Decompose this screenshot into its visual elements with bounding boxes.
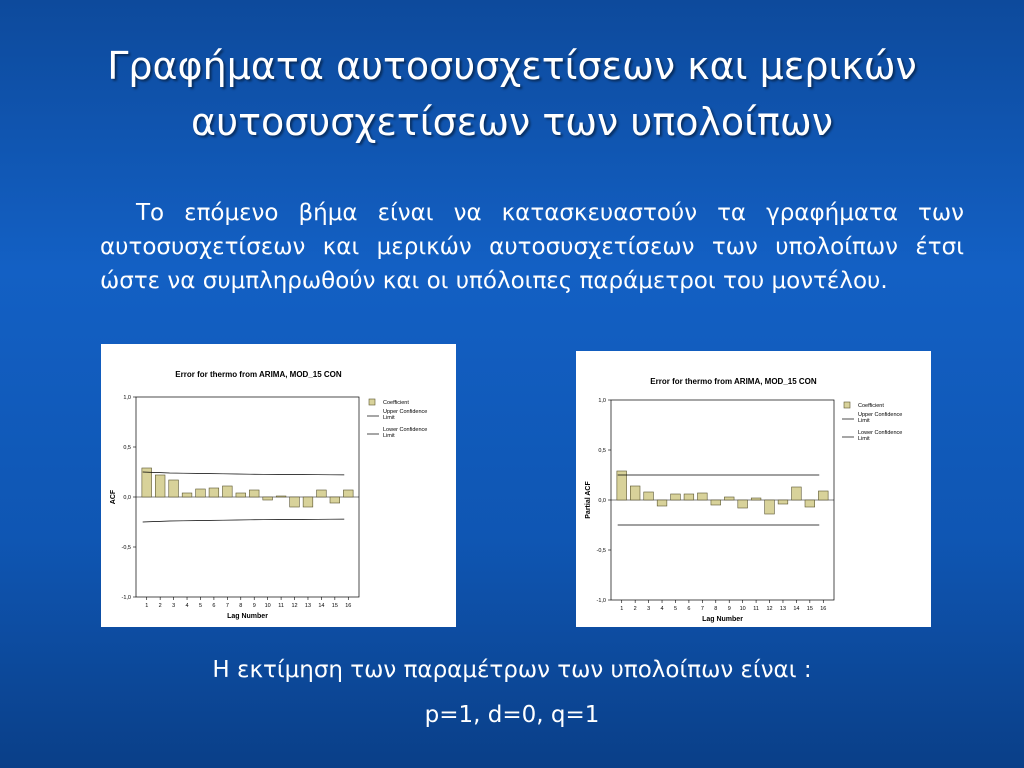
legend-upper-label: Upper Confidence Limit [858, 412, 903, 424]
y-axis-label: Partial ACF [585, 481, 592, 519]
x-tick-label: 9 [727, 606, 731, 612]
x-tick-label: 3 [172, 603, 176, 609]
x-tick-label: 16 [345, 603, 352, 609]
x-tick-label: 4 [185, 603, 189, 609]
y-tick-label: -0,5 [596, 548, 606, 554]
coefficient-bar [223, 486, 233, 497]
coefficient-bar [343, 490, 353, 497]
x-tick-label: 10 [739, 606, 746, 612]
legend-lower-label: Lower Confidence Limit [858, 430, 903, 442]
x-tick-label: 15 [331, 603, 338, 609]
parameters-text: p=1, d=0, q=1 [424, 702, 600, 728]
coefficient-bar [724, 497, 734, 500]
y-tick-label: 0,5 [598, 448, 606, 454]
estimate-text: Η εκτίμηση των παραμέτρων των υπολοίπων είναι : [212, 657, 812, 683]
legend-coefficient-label: Coefficient [383, 400, 409, 406]
x-tick-label: 11 [278, 603, 284, 609]
x-tick-label: 14 [793, 606, 800, 612]
coefficient-bar [155, 475, 165, 497]
coefficient-bar [792, 487, 802, 500]
y-tick-label: 0,0 [123, 495, 131, 501]
coefficient-bar [805, 500, 815, 507]
legend-coefficient-label: Coefficient [858, 403, 884, 409]
coefficient-bar [209, 488, 219, 497]
x-tick-label: 5 [198, 603, 202, 609]
x-tick-label: 8 [714, 606, 718, 612]
y-tick-label: -1,0 [121, 595, 131, 601]
coefficient-bar [778, 500, 788, 504]
coefficient-bar [303, 497, 313, 507]
y-tick-label: 0,0 [598, 498, 606, 504]
x-tick-label: 7 [225, 603, 229, 609]
x-tick-label: 13 [304, 603, 312, 609]
coefficient-bar [196, 489, 206, 497]
coefficient-bar [644, 492, 654, 500]
coefficient-bar [818, 491, 828, 500]
coefficient-bar [738, 500, 748, 508]
acf-chart [101, 344, 456, 627]
y-axis-label: ACF [110, 489, 117, 505]
coefficient-bar [617, 471, 627, 500]
x-tick-label: 6 [212, 603, 216, 609]
coefficient-bar [684, 494, 694, 500]
coefficient-bar [263, 497, 273, 500]
coefficient-bar [182, 493, 192, 497]
y-tick-label: -1,0 [596, 598, 606, 604]
x-tick-label: 2 [633, 606, 637, 612]
x-tick-label: 7 [700, 606, 704, 612]
lower-confidence-line [143, 519, 345, 522]
coefficient-bar [317, 490, 327, 497]
x-tick-label: 11 [753, 606, 759, 612]
x-tick-label: 12 [766, 606, 773, 612]
slide-title [40, 38, 984, 150]
coefficient-bar [630, 486, 640, 500]
x-tick-label: 1 [620, 606, 624, 612]
coefficient-bar [711, 500, 721, 505]
x-tick-label: 15 [806, 606, 813, 612]
upper-confidence-line [143, 472, 345, 475]
coefficient-bar [671, 494, 681, 500]
x-tick-label: 8 [239, 603, 243, 609]
y-tick-label: 0,5 [123, 445, 131, 451]
legend-coefficient-swatch [369, 399, 375, 405]
coefficient-bar [751, 498, 761, 500]
coefficient-bar [765, 500, 775, 514]
slide-title-line-1: Γραφήματα αυτοσυσχετίσεων και μερικών [107, 44, 917, 88]
slide-title-line-2: αυτοσυσχετίσεων των υπολοίπων [191, 100, 833, 144]
x-axis-label: Lag Number [702, 616, 743, 623]
chart-title: Error for thermo from ARIMA, MOD_15 CON [175, 370, 342, 379]
coefficient-bar [698, 493, 708, 500]
x-tick-label: 4 [660, 606, 664, 612]
intro-paragraph: Το επόμενο βήμα είναι να κατασκευαστούν τα γραφήματα των αυτοσυσχετίσεων και μερικών αυτοσυσχετίσεων των υπολοίπων έτσι ώστε να συμπληρωθούν και οι υπόλοιπες παράμετροι του μοντέλου. [100, 200, 964, 294]
acf-chart-svg [101, 344, 456, 627]
y-tick-label: 1,0 [598, 398, 606, 404]
x-tick-label: 10 [264, 603, 271, 609]
chart-title: Error for thermo from ARIMA, MOD_15 CON [650, 377, 817, 386]
y-tick-label: 1,0 [123, 395, 131, 401]
x-tick-label: 5 [673, 606, 677, 612]
x-tick-label: 12 [291, 603, 298, 609]
x-tick-label: 2 [158, 603, 162, 609]
x-tick-label: 14 [318, 603, 325, 609]
legend-coefficient-swatch [844, 402, 850, 408]
coefficient-bar [330, 497, 340, 503]
x-tick-label: 1 [145, 603, 149, 609]
pacf-chart [576, 351, 931, 627]
coefficient-bar [236, 493, 246, 497]
coefficient-bar [249, 490, 259, 497]
x-tick-label: 9 [252, 603, 256, 609]
x-axis-label: Lag Number [227, 613, 268, 620]
y-tick-label: -0,5 [121, 545, 131, 551]
x-tick-label: 16 [820, 606, 827, 612]
legend-lower-label: Lower Confidence Limit [383, 427, 428, 439]
pacf-chart-svg [576, 351, 931, 627]
x-tick-label: 3 [647, 606, 651, 612]
x-tick-label: 13 [779, 606, 787, 612]
coefficient-bar [657, 500, 667, 506]
coefficient-bar [276, 496, 286, 497]
x-tick-label: 6 [687, 606, 691, 612]
coefficient-bar [169, 480, 179, 497]
coefficient-bar [290, 497, 300, 507]
legend-upper-label: Upper Confidence Limit [383, 409, 428, 421]
